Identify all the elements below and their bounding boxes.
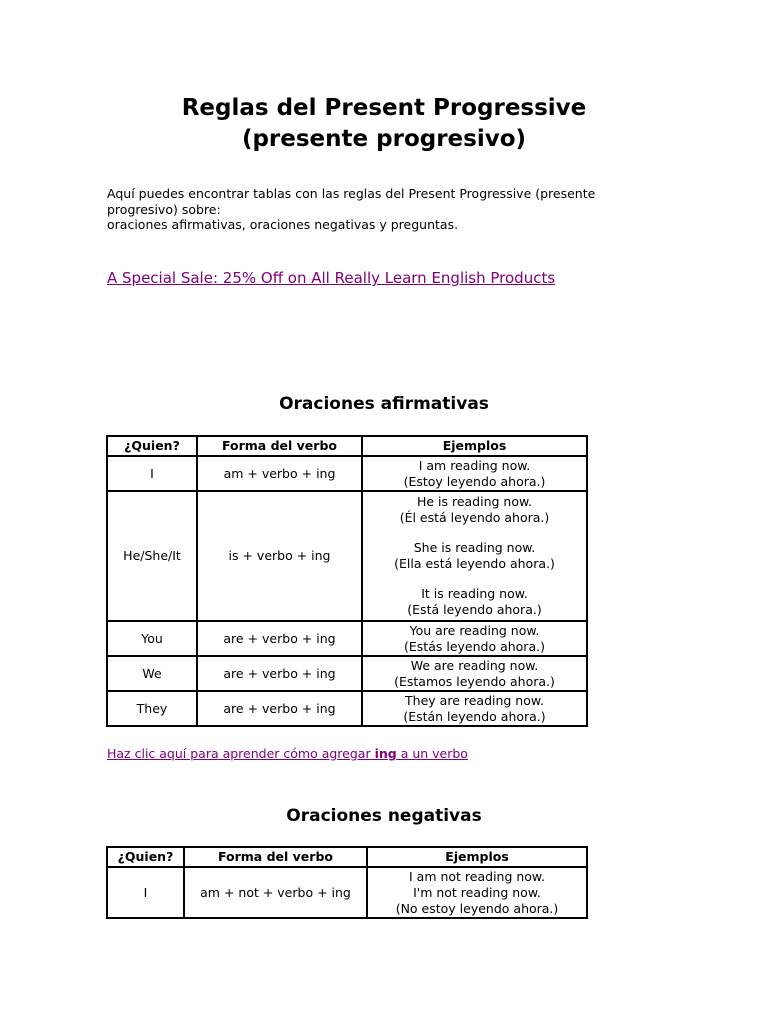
table-row — [107, 621, 587, 656]
cell-form: am + not + verbo + ing — [184, 867, 367, 918]
header-verb-form: Forma del verbo — [184, 847, 367, 867]
affirmative-table — [106, 435, 588, 727]
table-row — [107, 456, 587, 491]
cell-who: We — [107, 656, 197, 691]
add-ing-link[interactable] — [107, 746, 468, 761]
negative-table — [106, 846, 588, 919]
example-line: I am reading now. — [418, 457, 531, 473]
add-ing-link-bold: ing — [374, 746, 397, 761]
example-line: (Ella está leyendo ahora.) — [394, 556, 555, 571]
example-line: (No estoy leyendo ahora.) — [395, 900, 559, 916]
page-title-line2: (presente progresivo) — [241, 126, 527, 152]
cell-form: am + verbo + ing — [197, 456, 362, 491]
header-examples: Ejemplos — [362, 436, 587, 456]
table-row — [107, 656, 587, 691]
example-line: (Estamos leyendo ahora.) — [394, 673, 555, 689]
cell-who: I — [107, 456, 197, 491]
intro-line2: oraciones afirmativas, oraciones negativas y preguntas. — [107, 217, 459, 232]
example-line: (Está leyendo ahora.) — [407, 602, 542, 617]
cell-examples — [362, 621, 587, 656]
cell-who: They — [107, 691, 197, 726]
intro-paragraph — [107, 186, 627, 233]
page-title-line1: Reglas del Present Progressive — [181, 95, 587, 121]
cell-form: are + verbo + ing — [197, 621, 362, 656]
table-row — [107, 691, 587, 726]
example-line: I am not reading now. — [409, 868, 545, 884]
cell-examples — [362, 691, 587, 726]
cell-examples — [367, 867, 587, 918]
example-line: You are reading now. — [409, 622, 540, 638]
header-examples: Ejemplos — [367, 847, 587, 867]
table-row — [107, 491, 587, 621]
example-line: (Están leyendo ahora.) — [403, 708, 546, 724]
example-line: We are reading now. — [410, 657, 539, 673]
table-row — [107, 867, 587, 918]
cell-who: He/She/It — [107, 491, 197, 621]
example-line: He is reading now. — [416, 494, 533, 509]
example-line: (Estoy leyendo ahora.) — [403, 473, 546, 489]
header-verb-form: Forma del verbo — [197, 436, 362, 456]
cell-form: is + verbo + ing — [197, 491, 362, 621]
example-line: She is reading now. — [413, 540, 536, 555]
cell-examples — [362, 491, 587, 621]
negative-heading: Oraciones negativas — [286, 806, 482, 826]
example-line: (Él está leyendo ahora.) — [399, 510, 550, 525]
cell-examples — [362, 456, 587, 491]
cell-examples — [362, 656, 587, 691]
intro-line1: Aquí puedes encontrar tablas con las reglas del Present Progressive (presente progresivo) sobre: — [107, 186, 596, 217]
example-line: I'm not reading now. — [413, 884, 541, 900]
add-ing-link-after: a un verbo — [396, 746, 468, 761]
example-line: (Estás leyendo ahora.) — [404, 638, 545, 654]
cell-form: are + verbo + ing — [197, 691, 362, 726]
cell-who: I — [107, 867, 184, 918]
add-ing-link-before: Haz clic aquí para aprender cómo agregar — [107, 746, 375, 761]
example-line: It is reading now. — [421, 586, 528, 601]
example-line: They are reading now. — [405, 692, 544, 708]
cell-who: You — [107, 621, 197, 656]
header-who: ¿Quien? — [107, 436, 197, 456]
header-who: ¿Quien? — [107, 847, 184, 867]
special-sale-link[interactable]: A Special Sale: 25% Off on All Really Learn English Products — [107, 269, 556, 287]
affirmative-heading: Oraciones afirmativas — [279, 394, 489, 414]
cell-form: are + verbo + ing — [197, 656, 362, 691]
